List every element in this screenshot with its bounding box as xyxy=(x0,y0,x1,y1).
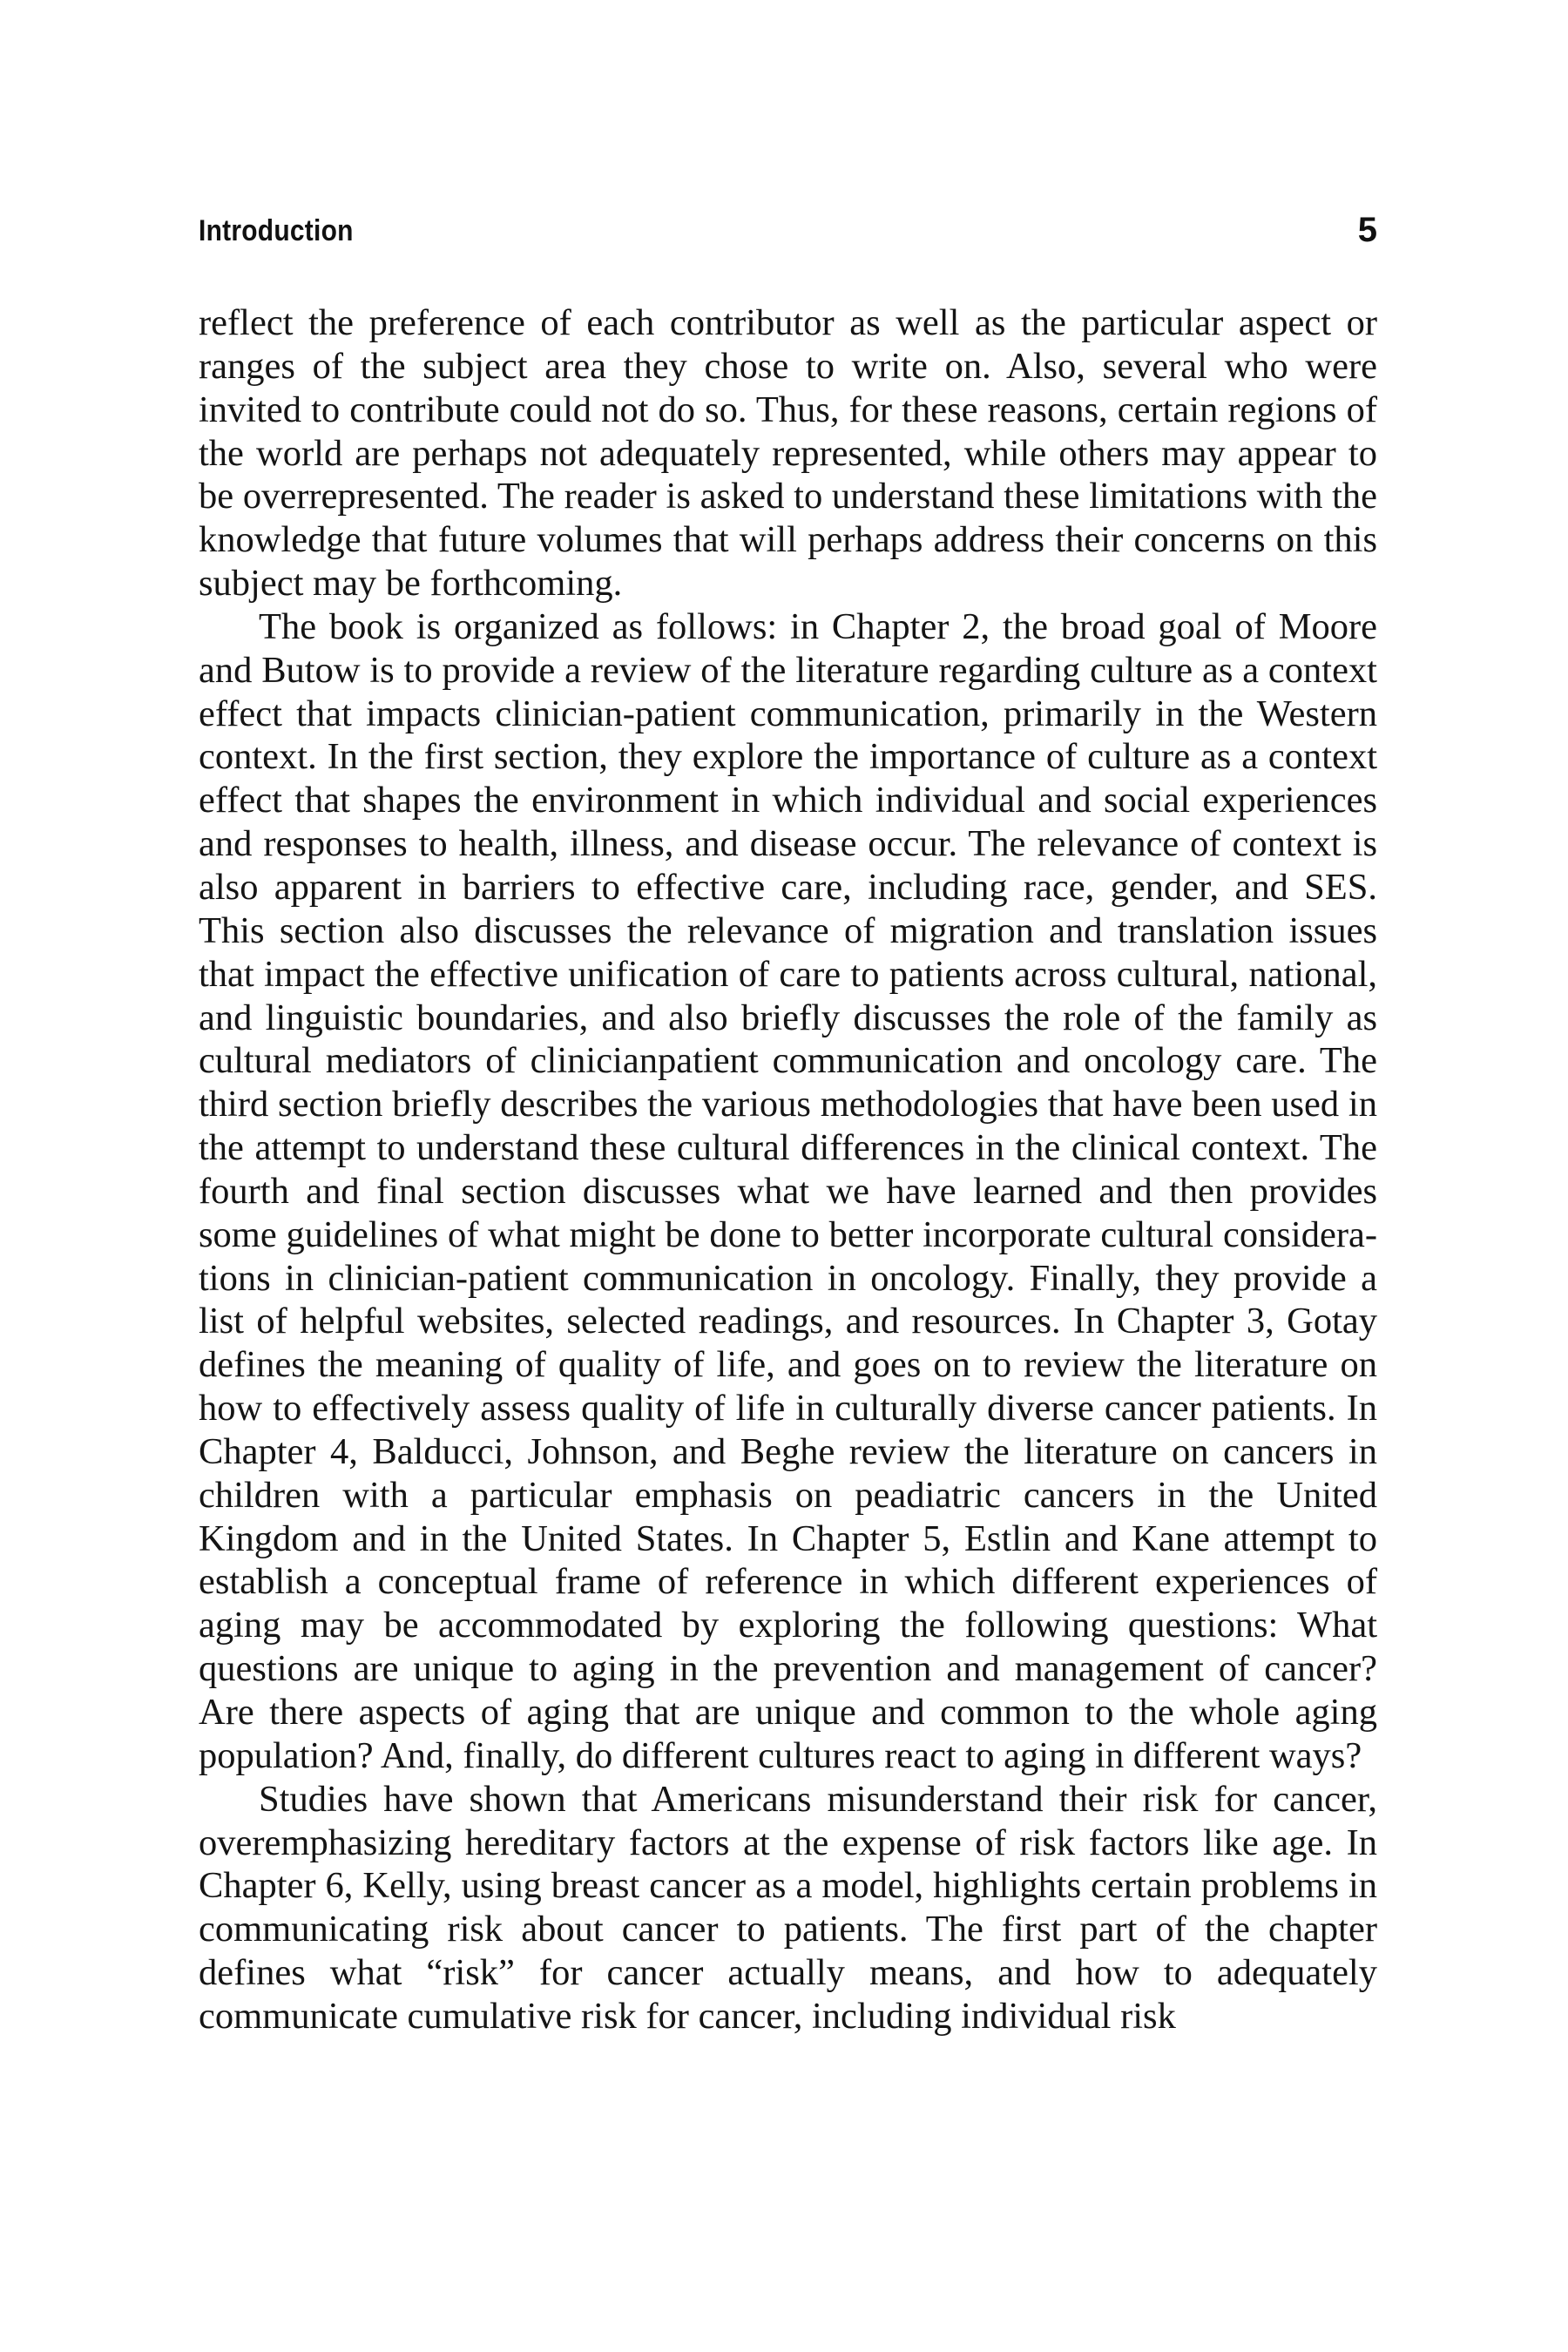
running-head xyxy=(199,211,1377,256)
body-text xyxy=(199,301,1377,2038)
page-number: 5 xyxy=(1357,211,1377,249)
book-page xyxy=(199,0,1377,2352)
paragraph-risk: Studies have shown that Americans misunderstand their risk for cancer, overemphasizing hereditary factors at the expense of risk factors like age. In Chapter 6, Kelly, using breast cancer as a model, highlights certain problems in communicating risk about cancer to patients. The first part of the chapter defines what “risk” for cancer actually means, and how to adequately communicate cumulative risk for cancer, including individual risk xyxy=(199,1778,1377,2037)
running-head-title: Introduction xyxy=(199,214,354,247)
paragraph-continued: reflect the preference of each contributor as well as the particular aspect or ranges of the subject area they chose to write on. Also, several who were invited to contribute could not do so. Thus, for these reasons, certain regions of the world are perhaps not adequately represented, while others may appear to be overrepresented. The reader is asked to understand these limitations with the knowledge that future volumes that will perhaps address their concerns on this subject may be forthcoming. xyxy=(199,302,1377,605)
paragraph-book-organization: The book is organized as follows: in Chapter 2, the broad goal of Moore and Butow is to provide a review of the literature regarding culture as a context effect that impacts clinician-patient communication, primarily in the Western context. In the first section, they explore the importance of culture as a context effect that shapes the environment in which individual and social experiences and responses to health, illness, and disease occur. The relevance of context is also apparent in barriers to effective care, including race, gender, and SES. This section also discusses the relevance of migration and translation issues that impact the effective unification of care to patients across cultural, national, and linguistic boundaries, and also briefly discusses the role of the family as cultural mediators of clinicianpatient communication and oncology care. The third section briefly describes the various methodologies that have been used in the attempt to understand these cultural differences in the clinical context. The fourth and final section discusses what we have learned and then provides some guidelines of what might be done to better incorporate cultural considerations in clinician-patient communication in oncology. Finally, they provide a list of helpful websites, selected readings, and resources. In Chapter 3, Gotay defines the meaning of quality of life, and goes on to review the literature on how to effectively assess quality of life in culturally diverse cancer patients. In Chapter 4, Balducci, Johnson, and Beghe review the literature on cancers in children with a particular emphasis on peadiatric cancers in the United Kingdom and in the United States. In Chapter 5, Estlin and Kane attempt to establish a conceptual frame of reference in which different experiences of aging may be accommodated by exploring the following questions: What questions are unique to aging in the prevention and management of cancer? Are there aspects of aging that are unique and common to the whole aging population? And, finally, do different cultures react to aging in different ways? xyxy=(199,605,1377,1776)
